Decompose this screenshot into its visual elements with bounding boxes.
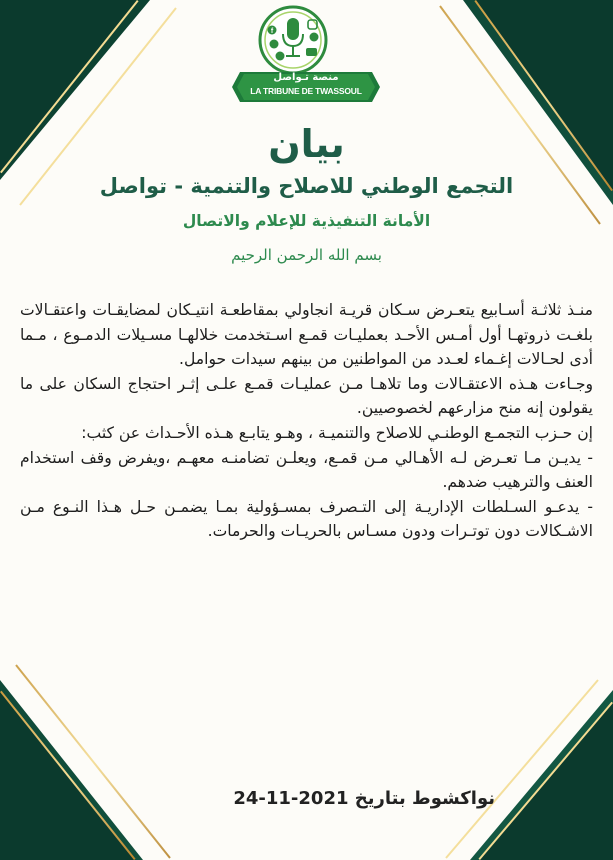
- logo-name-arabic: منصة تـواصل: [273, 72, 339, 83]
- place-and-date: نواكشوط بتاريخ 2021-11-24: [233, 788, 495, 809]
- twitter-icon: [310, 33, 319, 42]
- svg-text:f: f: [270, 28, 274, 35]
- paragraph: - يديـن مـا تعـرض لـه الأهـالي مـن قمـع، ويعلـن تضامنـه معهـم ،ويفرض وقف استخدام العنف والترهيب ضدهم.: [20, 448, 593, 492]
- paragraph: - يدعـو السـلطات الإداريـة إلى التـصرف بمسـؤولية بمـا يضمـن حـل هـذا النـوع مـن الاشـكالات دون توتـرات ودون مسـاس بالحريـات والحرمات.: [20, 497, 593, 541]
- party-name: التجمع الوطني للاصلاح والتنمية - تواصل: [99, 174, 514, 198]
- logo-emblem: [250, 4, 336, 74]
- statement-body: [20, 298, 593, 544]
- statement-title: بيان: [268, 122, 345, 166]
- tiktok-icon: [270, 40, 279, 49]
- platform-logo: [232, 2, 380, 100]
- basmala: بسم الله الرحمن الرحيم: [231, 246, 382, 264]
- paragraph: وجـاءت هـذه الاعتقـالات وما تلاهـا مـن عمليـات قمـع علـى إثـر احتجاج السكان على ما يقولون إنه منح مزارعهم لخصوصيين.: [20, 374, 593, 418]
- paragraph: منـذ ثلاثـة أسـابيع يتعـرض سـكان قريـة انجاولي بمقاطعـة انتيـكان لمضايقـات واعتقـالات بلغـت ذروتهـا أول أمـس الأحـد بعمليـات قمـع اسـتخدمت خلالهـا مسـيلات الدمـوع ، مـما أدى لحـالات إغـماء لعـدد من المواطنين من بينهم سيدات حوامل.: [20, 301, 593, 369]
- logo-name-english: LA TRIBUNE DE TWASSOUL: [250, 86, 362, 96]
- whatsapp-icon: [276, 52, 285, 61]
- youtube-icon: [306, 48, 317, 56]
- department-name: الأمانة التنفيذية للإعلام والاتصال: [182, 212, 431, 230]
- paragraph: إن حـزب التجمـع الوطنـي للاصلاح والتنميـة ، وهـو يتابـع هـذه الأحـداث عن كثب:: [81, 423, 593, 442]
